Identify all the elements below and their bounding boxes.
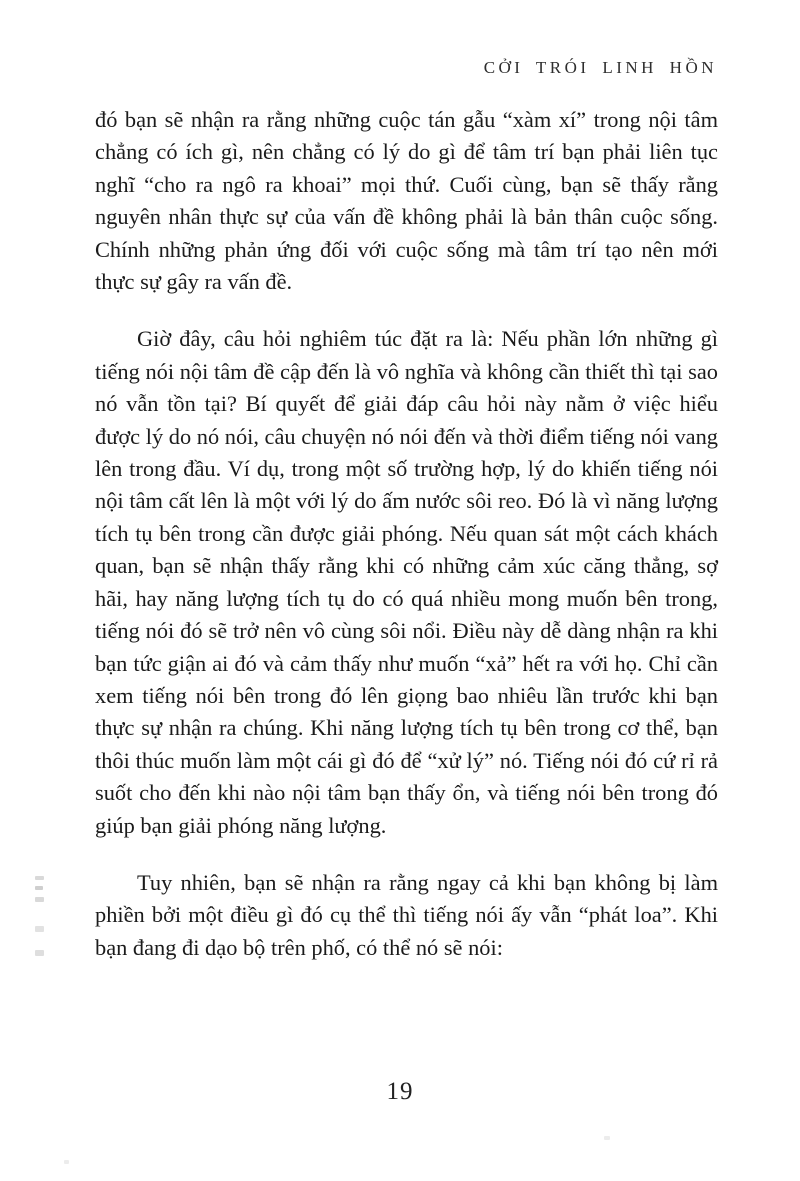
page-number: 19 — [386, 1078, 414, 1105]
scan-artifact — [64, 1160, 69, 1164]
scan-artifact — [35, 897, 44, 902]
paragraph: Giờ đây, câu hỏi nghiêm túc đặt ra là: Nếu phần lớn những gì tiếng nói nội tâm đề cập đến là vô nghĩa và không cần thiết thì tại sao nó vẫn tồn tại? Bí quyết để giải đáp câu hỏi này nằm ở việc hiểu được lý do nó nói, câu chuyện nó nói đến và thời điểm tiếng nói vang lên trong đầu. Ví dụ, trong một số trường hợp, lý do khiến tiếng nói nội tâm cất lên là một với lý do ấm nước sôi reo. Đó là vì năng lượng tích tụ bên trong cần được giải phóng. Nếu quan sát một cách khách quan, bạn sẽ nhận thấy rằng khi có những cảm xúc căng thẳng, sợ hãi, hay năng lượng tích tụ do có quá nhiều mong muốn bên trong, tiếng nói đó sẽ trở nên vô cùng sôi nổi. Điều này dễ dàng nhận ra khi bạn tức giận ai đó và cảm thấy như muốn “xả” hết ra với họ. Chỉ cần xem tiếng nói bên trong đó lên giọng bao nhiêu lần trước khi bạn thực sự nhận ra chúng. Khi năng lượng tích tụ bên trong cơ thể, bạn thôi thúc muốn làm một cái gì đó để “xử lý” nó. Tiếng nói đó cứ rỉ rả suốt cho đến khi nào nội tâm bạn thấy ổn, và tiếng nói bên trong đó giúp bạn giải phóng năng lượng. — [95, 326, 718, 838]
scan-artifact — [35, 876, 44, 880]
scan-artifact — [35, 950, 44, 956]
scan-artifact — [35, 886, 43, 890]
scan-artifact — [35, 926, 44, 932]
paragraph: Tuy nhiên, bạn sẽ nhận ra rằng ngay cả khi bạn không bị làm phiền bởi một điều gì đó cụ thể thì tiếng nói ấy vẫn “phát loa”. Khi bạn đang đi dạo bộ trên phố, có thể nó sẽ nói: — [95, 869, 718, 960]
body-text — [95, 104, 718, 989]
paragraph: đó bạn sẽ nhận ra rằng những cuộc tán gẫu “xàm xí” trong nội tâm chẳng có ích gì, nên chẳng có lý do gì để tâm trí bạn phải liên tục nghĩ “cho ra ngô ra khoai” mọi thứ. Cuối cùng, bạn sẽ thấy rằng nguyên nhân thực sự của vấn đề không phải là bản thân cuộc sống. Chính những phản ứng đối với cuộc sống mà tâm trí tạo nên mới thực sự gây ra vấn đề. — [95, 107, 718, 295]
running-header: CỞI TRÓI LINH HỒN — [483, 58, 717, 77]
scan-artifact — [604, 1136, 610, 1140]
